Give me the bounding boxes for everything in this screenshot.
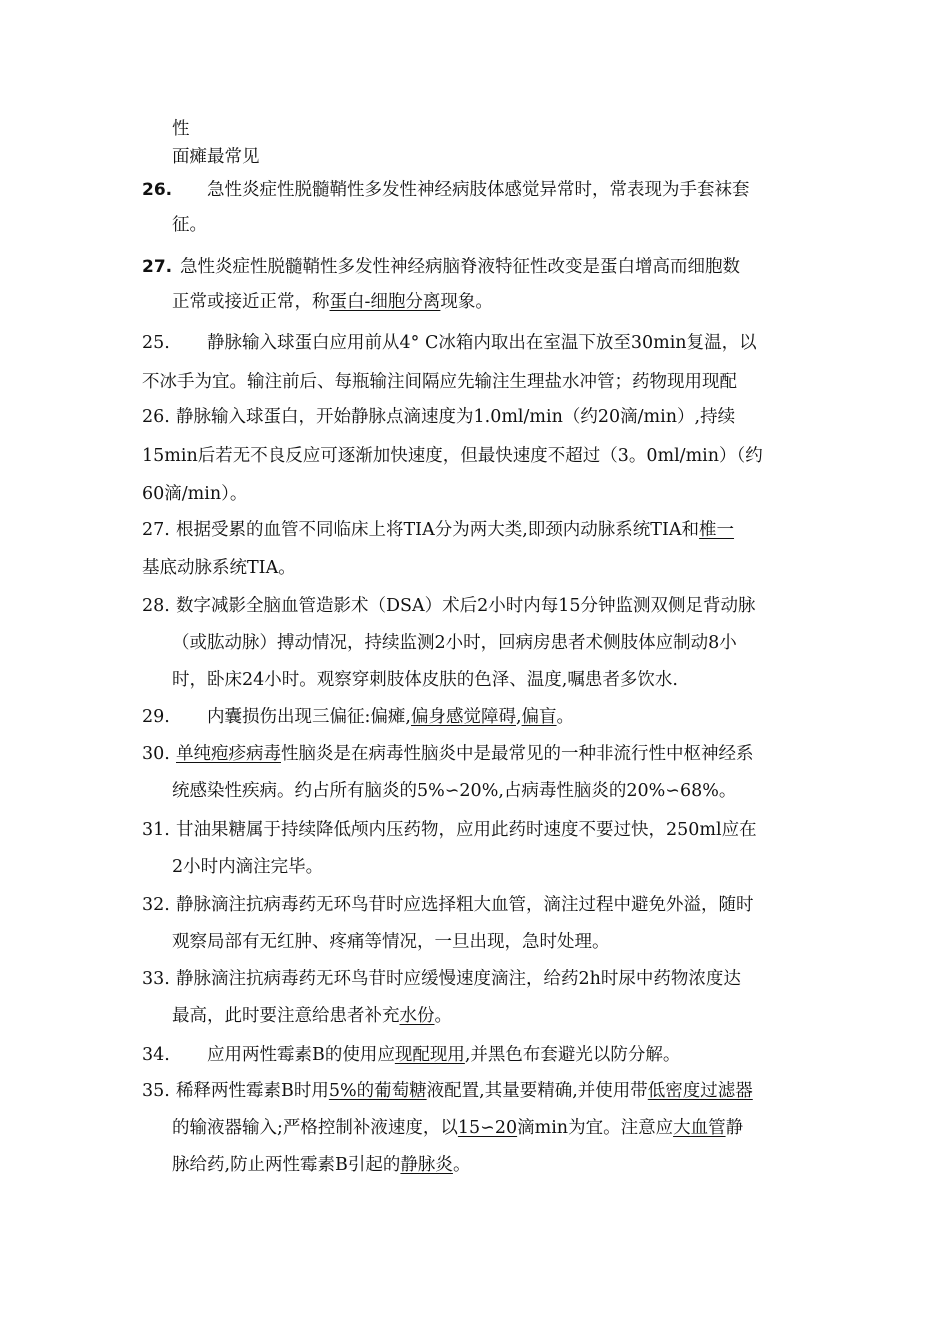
underlined-term: 静脉炎	[400, 1155, 453, 1175]
text-line: 面瘫最常见	[172, 147, 260, 167]
text-line: 内囊损伤出现三偏征:偏瘫,偏身感觉障碍,偏盲。	[207, 707, 575, 727]
underlined-term: 15∽20	[457, 1118, 518, 1138]
text-line: 急性炎症性脱髓鞘性多发性神经病肢体感觉异常时，常表现为手套袜套	[207, 180, 750, 200]
item-number: 35.	[142, 1081, 170, 1101]
text-line: 甘油果糖属于持续降低颅内压药物，应用此药时速度不要过快，250ml应在	[176, 820, 757, 840]
text-line: 基底动脉系统TIA。	[142, 558, 296, 578]
underlined-term: 蛋白-细胞分离	[329, 292, 441, 312]
item-number: 27.	[142, 520, 170, 540]
text-line: 单纯疱疹病毒性脑炎是在病毒性脑炎中是最常见的一种非流行性中枢神经系	[176, 744, 754, 764]
text-line: 静脉输入球蛋白，开始静脉点滴速度为1.0ml/min（约20滴/min）,持续	[176, 407, 736, 427]
text-line: 急性炎症性脱髓鞘性多发性神经病脑脊液特征性改变是蛋白增高而细胞数	[180, 257, 740, 277]
text-line: 统感染性疾病。约占所有脑炎的5%∽20%,占病毒性脑炎的20%∽68%。	[172, 781, 737, 801]
text-line: 最高，此时要注意给患者补充水份。	[172, 1006, 452, 1026]
item-number: 30.	[142, 744, 170, 764]
text-line: 时，卧床24小时。观察穿刺肢体皮肤的色泽、温度,嘱患者多饮水.	[172, 670, 678, 690]
text-line: 稀释两性霉素B时用5%的葡萄糖液配置,其量要精确,并使用带低密度过滤器	[176, 1081, 753, 1101]
item-number: 33.	[142, 969, 170, 989]
text-line: 不冰手为宜。输注前后、每瓶输注间隔应先输注生理盐水冲管；药物现用现配	[142, 372, 737, 392]
underlined-term: 偏身感觉障碍	[410, 707, 516, 727]
text-line: 脉给药,防止两性霉素B引起的静脉炎。	[172, 1155, 471, 1175]
text-line: 应用两性霉素B的使用应现配现用,并黑色布套避光以防分解。	[207, 1045, 681, 1065]
text-line: 征。	[172, 215, 207, 235]
item-number: 29.	[142, 707, 170, 727]
underlined-term: 单纯疱疹病毒	[176, 744, 281, 764]
item-number: 28.	[142, 596, 170, 616]
item-number: 32.	[142, 895, 170, 915]
underlined-term: 大血管	[673, 1118, 726, 1138]
item-number: 27.	[142, 257, 173, 277]
underlined-term: 低密度过滤器	[647, 1081, 753, 1101]
item-number: 31.	[142, 820, 170, 840]
underlined-term: 现配现用	[394, 1045, 465, 1065]
item-number: 26.	[142, 407, 170, 427]
text-line: 根据受累的血管不同临床上将TIA分为两大类,即颈内动脉系统TIA和椎一	[176, 520, 735, 540]
text-line: 的输液器输入;严格控制补液速度，以15∽20滴min为宜。注意应大血管静	[172, 1118, 744, 1138]
text-line: 15min后若无不良反应可逐渐加快速度，但最快速度不超过（3。0ml/min）（约	[142, 446, 763, 466]
text-line: 60滴/min）。	[142, 484, 248, 504]
text-line: 静脉滴注抗病毒药无环鸟苷时应选择粗大血管，滴注过程中避免外溢，随时	[176, 895, 754, 915]
text-line: 静脉输入球蛋白应用前从4° C冰箱内取出在室温下放至30min复温，以	[207, 333, 757, 353]
underlined-term: 5%的葡萄糖	[328, 1081, 427, 1101]
text-line: 正常或接近正常，称蛋白-细胞分离现象。	[172, 292, 493, 312]
underlined-term: 偏盲	[521, 707, 557, 727]
text-line: 静脉滴注抗病毒药无环鸟苷时应缓慢速度滴注，给药2h时尿中药物浓度达	[176, 969, 741, 989]
underlined-term: 水份	[399, 1006, 435, 1026]
underlined-term: 椎一	[699, 520, 735, 540]
item-number: 26.	[142, 180, 173, 200]
item-number: 34.	[142, 1045, 170, 1065]
item-number: 25.	[142, 333, 170, 353]
text-line: （或肱动脉）搏动情况，持续监测2小时，回病房患者术侧肢体应制动8小	[172, 633, 737, 653]
text-line: 性	[172, 119, 190, 139]
text-line: 观察局部有无红肿、疼痛等情况，一旦出现，急时处理。	[172, 932, 610, 952]
text-line: 数字减影全脑血管造影术（DSA）术后2小时内每15分钟监测双侧足背动脉	[176, 596, 756, 616]
text-line: 2小时内滴注完毕。	[172, 857, 324, 877]
